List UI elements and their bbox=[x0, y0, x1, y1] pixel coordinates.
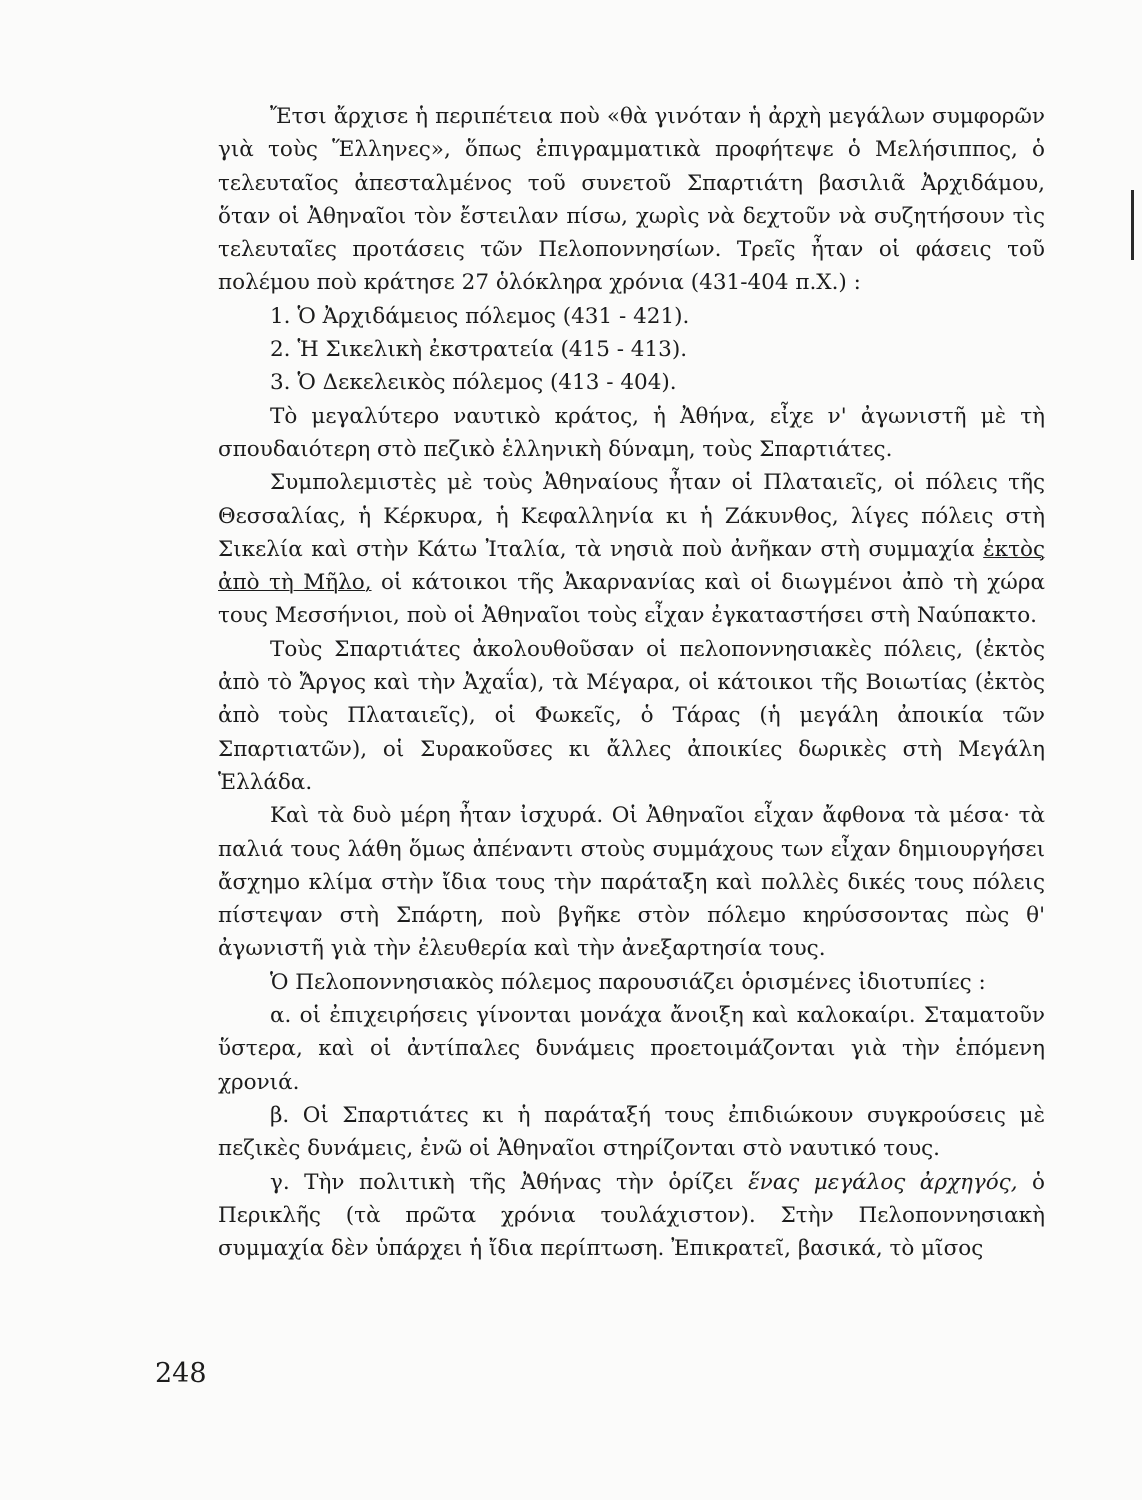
page-number: 248 bbox=[155, 1358, 207, 1389]
phase-item-1: 1. Ὁ Ἀρχιδάμειος πόλεμος (431 - 421). bbox=[270, 303, 690, 329]
feature-item-beta: β. Οἱ Σπαρτιάτες κι ἡ παράταξή τους ἐπιδιώκουν συγκρούσεις μὲ πεζικὲς δυνάμεις, ἐνῶ οἱ Ἀθηναῖοι στηρίζονται στὸ ναυτικό τους. bbox=[218, 1102, 1045, 1162]
phase-item-3: 3. Ὁ Δεκελεικὸς πόλεμος (413 - 404). bbox=[270, 370, 677, 396]
paragraph-athenian-allies bbox=[218, 466, 1045, 632]
underlined-phrase: ἐκτὸς ἀπὸ τὴ Μῆλο, bbox=[218, 536, 1045, 596]
allies-text-after: οἱ κάτοικοι τῆς Ἀκαρνανίας καὶ οἱ διωγμένοι ἀπὸ τὴ χώρα τους Μεσσήνιοι, ποὺ οἱ Ἀθηναῖοι τοὺς εἶχαν ἐγκαταστήσει στὴ Ναύπακτο. bbox=[218, 570, 1045, 629]
scan-edge-mark bbox=[1131, 190, 1134, 260]
paragraph-strength: Καὶ τὰ δυὸ μέρη ἦταν ἰσχυρά. Οἱ Ἀθηναῖοι εἶχαν ἄφθονα τὰ μέσα· τὰ παλιά τους λάθη ὅμως ἀπέναντι στοὺς συμμάχους των εἶχαν δημιουργήσει ἄσχημο κλίμα στὴν ἴδια τους τὴν παράταξη καὶ πολλὲς δικές τους πόλεις πίστεψαν στὴ Σπάρτη, ποὺ βγῆκε στὸν πόλεμο κηρύσσοντας πὼς θ' ἀγωνιστῆ γιὰ τὴν ἐλευθερία καὶ τὴν ἀνεξαρτησία τους. bbox=[218, 803, 1045, 962]
feature-item-gamma bbox=[218, 1166, 1045, 1266]
allies-text-before: Συμπολεμιστὲς μὲ τοὺς Ἀθηναίους ἦταν οἱ Πλαταιεῖς, οἱ πόλεις τῆς Θεσσαλίας, ἡ Κέρκυρα, ἡ Κεφαλληνία κι ἡ Ζάκυνθος, λίγες πόλεις στὴ Σικελία καὶ στὴν Κάτω Ἰταλία, τὰ νησιὰ ποὺ ἀνῆκαν στὴ συμμαχία bbox=[218, 470, 1045, 562]
gamma-text-after: ὁ Περικλῆς (τὰ πρῶτα χρόνια τουλάχιστον). Στὴν Πελοποννησιακὴ συμμαχία δὲν ὑπάρχει ἡ ἴδια περίπτωση. Ἐπικρατεῖ, βασικά, τὸ μῖσος bbox=[218, 1169, 1045, 1262]
paragraph-spartan-allies: Τοὺς Σπαρτιάτες ἀκολουθοῦσαν οἱ πελοποννησιακὲς πόλεις, (ἐκτὸς ἀπὸ τὸ Ἄργος καὶ τὴν Ἀχαΐα), τὰ Μέγαρα, οἱ κάτοικοι τῆς Βοιωτίας (ἐκτὸς ἀπὸ τοὺς Πλαταιεῖς), οἱ Φωκεῖς, ὁ Τάρας (ἡ μεγάλη ἀποικία τῶν Σπαρτιατῶν), οἱ Συρακοῦσες κι ἄλλες ἀποικίες δωρικὲς στὴ Μεγάλη Ἑλλάδα. bbox=[218, 636, 1045, 795]
feature-item-alpha: α. οἱ ἐπιχειρήσεις γίνονται μονάχα ἄνοιξη καὶ καλοκαίρι. Σταματοῦν ὕστερα, καὶ οἱ ἀντίπαλες δυνάμεις προετοιμάζονται γιὰ τὴν ἑπόμενη χρονιά. bbox=[218, 1003, 1045, 1095]
paragraph-intro: Ἔτσι ἄρχισε ἡ περιπέτεια ποὺ «θὰ γινόταν ἡ ἀρχὴ μεγάλων συμφορῶν γιὰ τοὺς Ἕλληνες», ὅπως ἐπιγραμματικὰ προφήτεψε ὁ Μελήσιππος, ὁ τελευταῖος ἀπεσταλμένος τοῦ συνετοῦ Σπαρτιάτη βασιλιᾶ Ἀρχιδάμου, ὅταν οἱ Ἀθηναῖοι τὸν ἔστειλαν πίσω, χωρὶς νὰ δεχτοῦν νὰ συζητήσουν τὶς τελευταῖες προτάσεις τῶν Πελοποννησίων. Τρεῖς ἦταν οἱ φάσεις τοῦ πολέμου ποὺ κράτησε 27 ὁλόκληρα χρόνια (431-404 π.Χ.) : bbox=[218, 104, 1045, 296]
paragraph-features-intro: Ὁ Πελοποννησιακὸς πόλεμος παρουσιάζει ὁρισμένες ἰδιοτυπίες : bbox=[270, 969, 986, 995]
phase-item-2: 2. Ἡ Σικελικὴ ἐκστρατεία (415 - 413). bbox=[270, 337, 688, 363]
body-text bbox=[218, 100, 1045, 1265]
paragraph-naval-power: Τὸ μεγαλύτερο ναυτικὸ κράτος, ἡ Ἀθήνα, εἶχε ν' ἀγωνιστῆ μὲ τὴ σπουδαιότερη στὸ πεζικὸ ἑλληνικὴ δύναμη, τοὺς Σπαρτιάτες. bbox=[218, 403, 1045, 462]
gamma-italic-phrase: ἕνας μεγάλος ἀρχηγός, bbox=[748, 1169, 1018, 1195]
gamma-text-before: γ. Τὴν πολιτικὴ τῆς Ἀθήνας τὴν ὁρίζει bbox=[270, 1169, 749, 1195]
